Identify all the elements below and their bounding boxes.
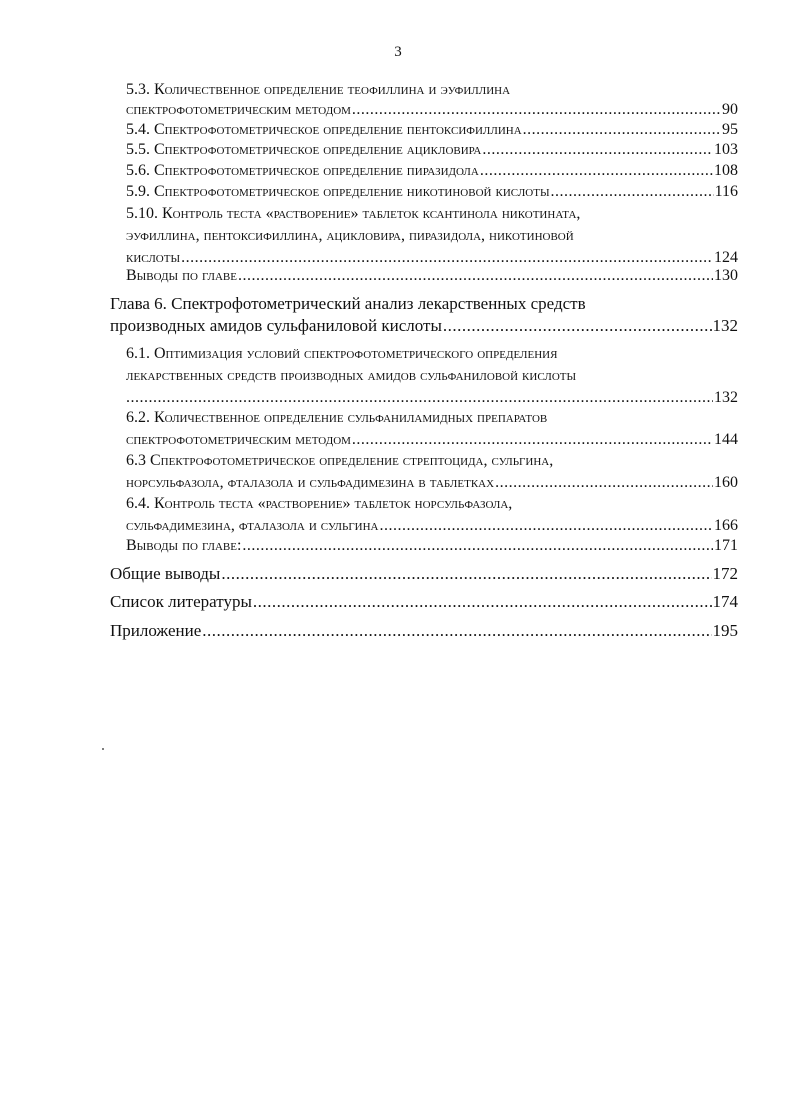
toc-entry-title: 5.9. Спектрофотометрическое определение никотиновой кислоты bbox=[126, 183, 550, 200]
toc-entry-5-4 bbox=[126, 120, 738, 140]
toc-entry-title-cont: сульфадимезина, фталазола и сульгина bbox=[126, 517, 379, 534]
leader-dots bbox=[480, 161, 713, 181]
toc-entry-references bbox=[110, 592, 738, 612]
leader-dots bbox=[202, 621, 711, 641]
toc-page-number: 124 bbox=[714, 249, 738, 266]
toc-entry-chapter-6 bbox=[110, 294, 738, 338]
toc-entry-conclusions-ch6 bbox=[126, 536, 738, 556]
toc-entry-title-cont: лекарственных средств производных амидов сульфаниловой кислоты bbox=[126, 367, 577, 384]
toc-page-number: 108 bbox=[714, 162, 738, 179]
toc-entry-title: Приложение bbox=[110, 621, 202, 640]
leader-dots bbox=[242, 536, 713, 556]
toc-entry-5-6 bbox=[126, 161, 738, 181]
toc-entry-title: 5.6. Спектрофотометрическое определение пиразидола bbox=[126, 162, 479, 179]
toc-entry-title: 6.2. Количественное определение сульфаниламидных препаратов bbox=[126, 409, 548, 426]
toc-entry-title: 6.1. Оптимизация условий спектрофотометрического определения bbox=[126, 345, 558, 362]
toc-entry-title: 5.5. Спектрофотометрическое определение ацикловира bbox=[126, 141, 482, 158]
toc-entry-title: Общие выводы bbox=[110, 564, 221, 583]
leader-dots bbox=[221, 564, 711, 584]
toc-entry-title: Список литературы bbox=[110, 592, 252, 611]
toc-page-number: 195 bbox=[712, 621, 738, 640]
toc-entry-title: Выводы по главе bbox=[126, 267, 237, 284]
toc-entry-title-cont: эуфиллина, пентоксифиллина, ацикловира, пиразидола, никотиновой bbox=[126, 227, 574, 244]
toc-page-number: 103 bbox=[714, 141, 738, 158]
toc-entry-5-3 bbox=[126, 80, 738, 120]
toc-entry-general-conclusions bbox=[110, 564, 738, 584]
toc-entry-title-cont: спектрофотометрическим методом bbox=[126, 101, 351, 118]
toc-entry-6-4 bbox=[126, 494, 738, 536]
toc-entry-6-3 bbox=[126, 451, 738, 493]
toc-page-number: 171 bbox=[714, 537, 738, 554]
leader-dots bbox=[551, 182, 714, 202]
toc-page-number: 90 bbox=[722, 101, 738, 118]
toc-entry-5-5 bbox=[126, 140, 738, 160]
toc-page-number: 166 bbox=[714, 517, 738, 534]
toc-entry-title-cont: спектрофотометрическим методом bbox=[126, 431, 351, 448]
leader-dots bbox=[495, 473, 713, 493]
toc-entry-conclusions-ch5 bbox=[126, 266, 738, 286]
leader-dots bbox=[352, 430, 713, 450]
toc-entry-6-2 bbox=[126, 408, 738, 450]
toc-entry-title: 6.3 Спектрофотометрическое определение стрептоцида, сульгина, bbox=[126, 452, 554, 469]
leader-dots bbox=[523, 120, 721, 140]
toc-entry-title: 5.4. Спектрофотометрическое определение пентоксифиллина bbox=[126, 121, 522, 138]
toc-page-number: 116 bbox=[714, 183, 738, 200]
toc-entry-title-cont: производных амидов сульфаниловой кислоты bbox=[110, 316, 442, 335]
leader-dots bbox=[352, 100, 721, 120]
toc-entry-5-9 bbox=[126, 182, 738, 202]
scan-speck bbox=[102, 748, 104, 750]
leader-dots bbox=[443, 316, 712, 336]
leader-dots bbox=[126, 388, 713, 408]
toc-entry-title-cont: норсульфазола, фталазола и сульфадимезина в таблетках bbox=[126, 474, 495, 491]
leader-dots bbox=[380, 516, 713, 536]
toc-entry-appendix bbox=[110, 621, 738, 641]
toc-page-number: 132 bbox=[714, 389, 738, 406]
toc-page-number: 172 bbox=[712, 564, 738, 583]
toc-entry-title: Выводы по главе: bbox=[126, 537, 242, 554]
toc-entry-5-10 bbox=[126, 204, 738, 268]
toc-entry-title: 5.10. Контроль теста «растворение» таблеток ксантинола никотината, bbox=[126, 205, 581, 222]
toc-entry-title: 6.4. Контроль теста «растворение» таблеток норсульфазола, bbox=[126, 495, 513, 512]
toc-page-number: 144 bbox=[714, 431, 738, 448]
leader-dots bbox=[238, 266, 713, 286]
toc-page-number: 174 bbox=[712, 592, 738, 611]
toc-page-number: 130 bbox=[714, 267, 738, 284]
toc-entry-6-1 bbox=[126, 344, 738, 408]
toc-entry-title: Глава 6. Спектрофотометрический анализ лекарственных средств bbox=[110, 294, 586, 313]
toc-page-number: 132 bbox=[712, 316, 738, 335]
page-number: 3 bbox=[394, 44, 402, 60]
toc-entry-title: 5.3. Количественное определение теофиллина и эуфиллина bbox=[126, 81, 511, 98]
toc-entry-title-cont: кислоты bbox=[126, 249, 181, 266]
leader-dots bbox=[181, 248, 713, 268]
toc-page-number: 95 bbox=[722, 121, 738, 138]
toc-page-number: 160 bbox=[714, 474, 738, 491]
leader-dots bbox=[482, 140, 713, 160]
leader-dots bbox=[253, 592, 712, 612]
